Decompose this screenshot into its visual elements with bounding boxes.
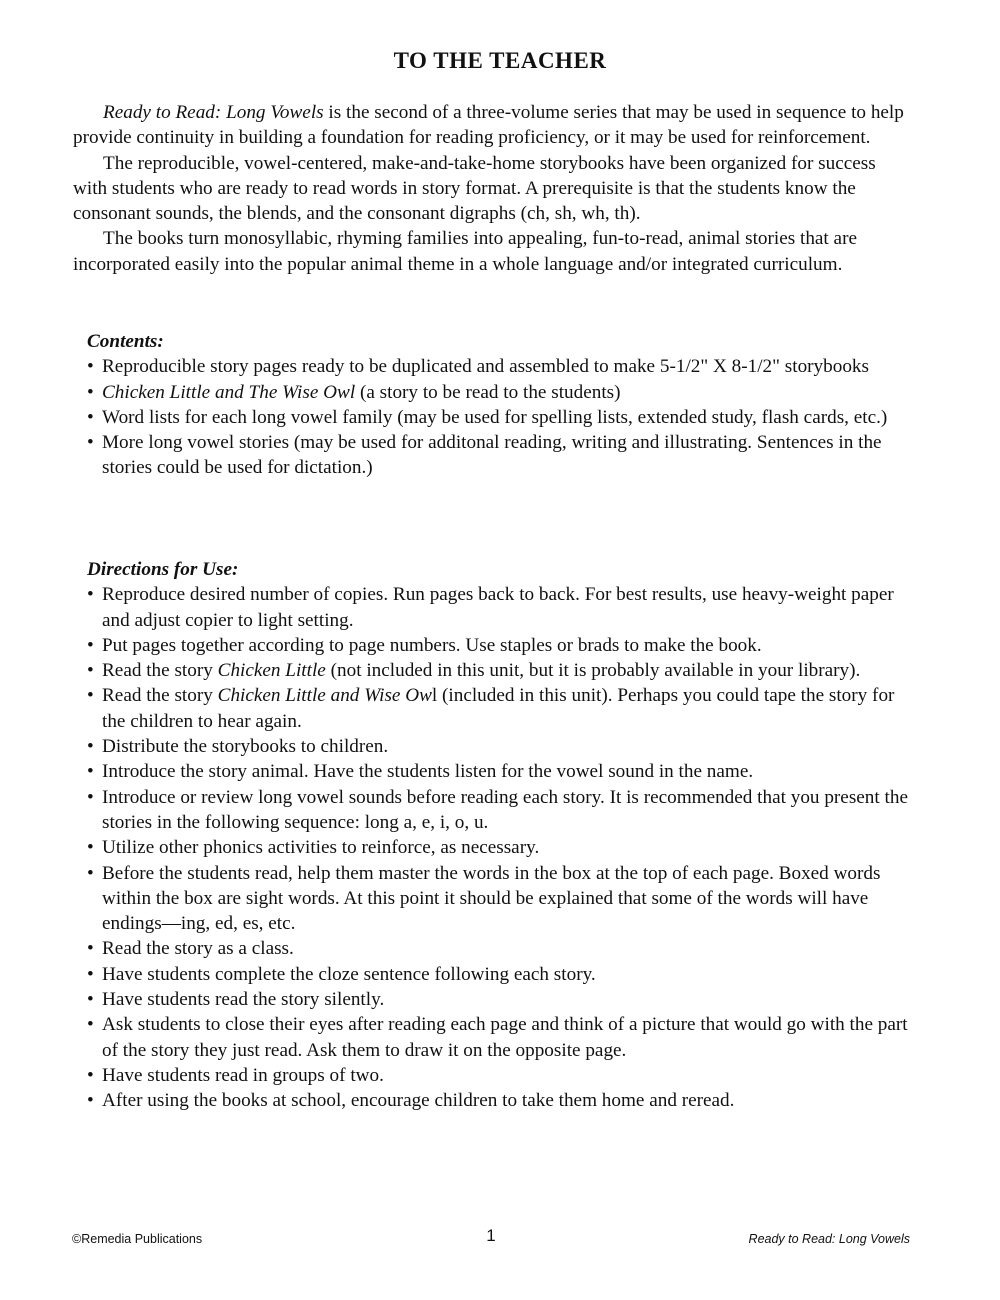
bullet-icon: • [87, 634, 94, 656]
bullet-icon: • [87, 761, 94, 783]
italic-title-text: Ready to Read: Long Vowels [103, 102, 324, 123]
text-run: After using the books at school, encourage children to take them home and reread. [102, 1090, 735, 1112]
list-item [87, 405, 917, 430]
directions-heading: Directions for Use: [87, 559, 239, 580]
bullet-icon: • [87, 356, 94, 378]
text-run: Put pages together according to page numbers. Use staples or brads to make the book. [102, 634, 762, 656]
text-run: Distribute the storybooks to children. [102, 736, 389, 758]
directions-list [87, 582, 917, 1113]
intro-paragraph [73, 226, 913, 277]
directions-section [87, 557, 917, 1114]
footer-publisher: ©Remedia Publications [72, 1232, 203, 1246]
list-item [87, 658, 917, 683]
text-run: The books turn monosyllabic, rhyming families into appealing, fun-to-read, animal stories that are incorporated easily into the popular animal theme in a whole language and/or integrated curriculum. [73, 228, 857, 275]
intro-paragraph [73, 100, 913, 151]
footer-book-title: Ready to Read: Long Vowels [748, 1232, 910, 1246]
list-item [87, 354, 917, 379]
text-run: Word lists for each long vowel family (may be used for spelling lists, extended study, flash cards, etc.) [102, 406, 888, 428]
bullet-icon: • [87, 685, 94, 707]
italic-title-text: Chicken Little and Wise Ow [217, 685, 432, 707]
text-run: Have students read in groups of two. [102, 1064, 384, 1086]
list-item [87, 734, 917, 759]
list-item [87, 987, 917, 1012]
list-item [87, 430, 917, 481]
bullet-icon: • [87, 963, 94, 985]
text-run: Have students complete the cloze sentence following each story. [102, 963, 596, 985]
text-run: Have students read the story silently. [102, 989, 385, 1011]
text-run: Before the students read, help them master the words in the box at the top of each page. Boxed words within the box are sight words. At this point it should be explained that some of the words will have endings—ing, ed, es, etc. [102, 862, 881, 935]
page-footer [72, 1226, 910, 1250]
intro-paragraph [73, 151, 913, 227]
text-run: Reproduce desired number of copies. Run pages back to back. For best results, use heavy-weight paper and adjust copier to light setting. [102, 584, 894, 631]
bullet-icon: • [87, 381, 94, 403]
list-item [87, 936, 917, 961]
contents-list [87, 354, 917, 480]
list-item [87, 380, 917, 405]
bullet-icon: • [87, 736, 94, 758]
list-item [87, 1088, 917, 1113]
list-item [87, 582, 917, 633]
bullet-icon: • [87, 1064, 94, 1086]
text-run: Utilize other phonics activities to reinforce, as necessary. [102, 837, 540, 859]
bullet-icon: • [87, 584, 94, 606]
bullet-icon: • [87, 989, 94, 1011]
bullet-icon: • [87, 432, 94, 454]
list-item [87, 1012, 917, 1063]
contents-section [87, 329, 917, 481]
bullet-icon: • [87, 786, 94, 808]
list-item [87, 1063, 917, 1088]
list-item [87, 759, 917, 784]
bullet-icon: • [87, 660, 94, 682]
text-run: Reproducible story pages ready to be duplicated and assembled to make 5-1/2" X 8-1/2" storybooks [102, 356, 869, 378]
text-run: The reproducible, vowel-centered, make-and-take-home storybooks have been organized for success with students who are ready to read words in story format. A prerequisite is that the students know the consonant sounds, the blends, and the consonant digraphs (ch, sh, wh, th). [73, 152, 876, 225]
list-item [87, 861, 917, 937]
text-run: (a story to be read to the students) [355, 381, 621, 403]
page-title: TO THE TEACHER [393, 48, 607, 73]
bullet-icon: • [87, 406, 94, 428]
list-item [87, 683, 917, 734]
contents-heading: Contents: [87, 331, 164, 352]
text-run: Read the story [102, 685, 218, 707]
list-item [87, 785, 917, 836]
text-run: Introduce the story animal. Have the students listen for the vowel sound in the name. [102, 761, 754, 783]
text-run: Read the story as a class. [102, 938, 294, 960]
text-run: (not included in this unit, but it is probably available in your library). [325, 660, 861, 682]
list-item [87, 962, 917, 987]
footer-page-number: 1 [486, 1226, 496, 1245]
text-run: More long vowel stories (may be used for additonal reading, writing and illustrating. Sentences in the stories could be used for dictation.) [102, 432, 882, 479]
bullet-icon: • [87, 862, 94, 884]
text-run: Introduce or review long vowel sounds before reading each story. It is recommended that you present the stories in the following sequence: long a, e, i, o, u. [102, 786, 908, 833]
bullet-icon: • [87, 1014, 94, 1036]
text-run: is the second of a three-volume series that may be used in sequence to help provide continuity in building a foundation for reading proficiency, or it may be used for reinforcement. [73, 102, 904, 149]
bullet-icon: • [87, 837, 94, 859]
bullet-icon: • [87, 938, 94, 960]
italic-title-text: Chicken Little [217, 660, 326, 682]
list-item [87, 633, 917, 658]
list-item [87, 835, 917, 860]
italic-title-text: Chicken Little and The Wise Owl [102, 381, 356, 403]
text-run: Ask students to close their eyes after reading each page and think of a picture that would go with the part of the story they just read. Ask them to draw it on the opposite page. [102, 1014, 908, 1061]
intro-section [73, 100, 913, 277]
text-run: Read the story [102, 660, 218, 682]
bullet-icon: • [87, 1090, 94, 1112]
text-run: l (included in this unit). Perhaps you could tape the story for the children to hear again. [102, 685, 895, 732]
